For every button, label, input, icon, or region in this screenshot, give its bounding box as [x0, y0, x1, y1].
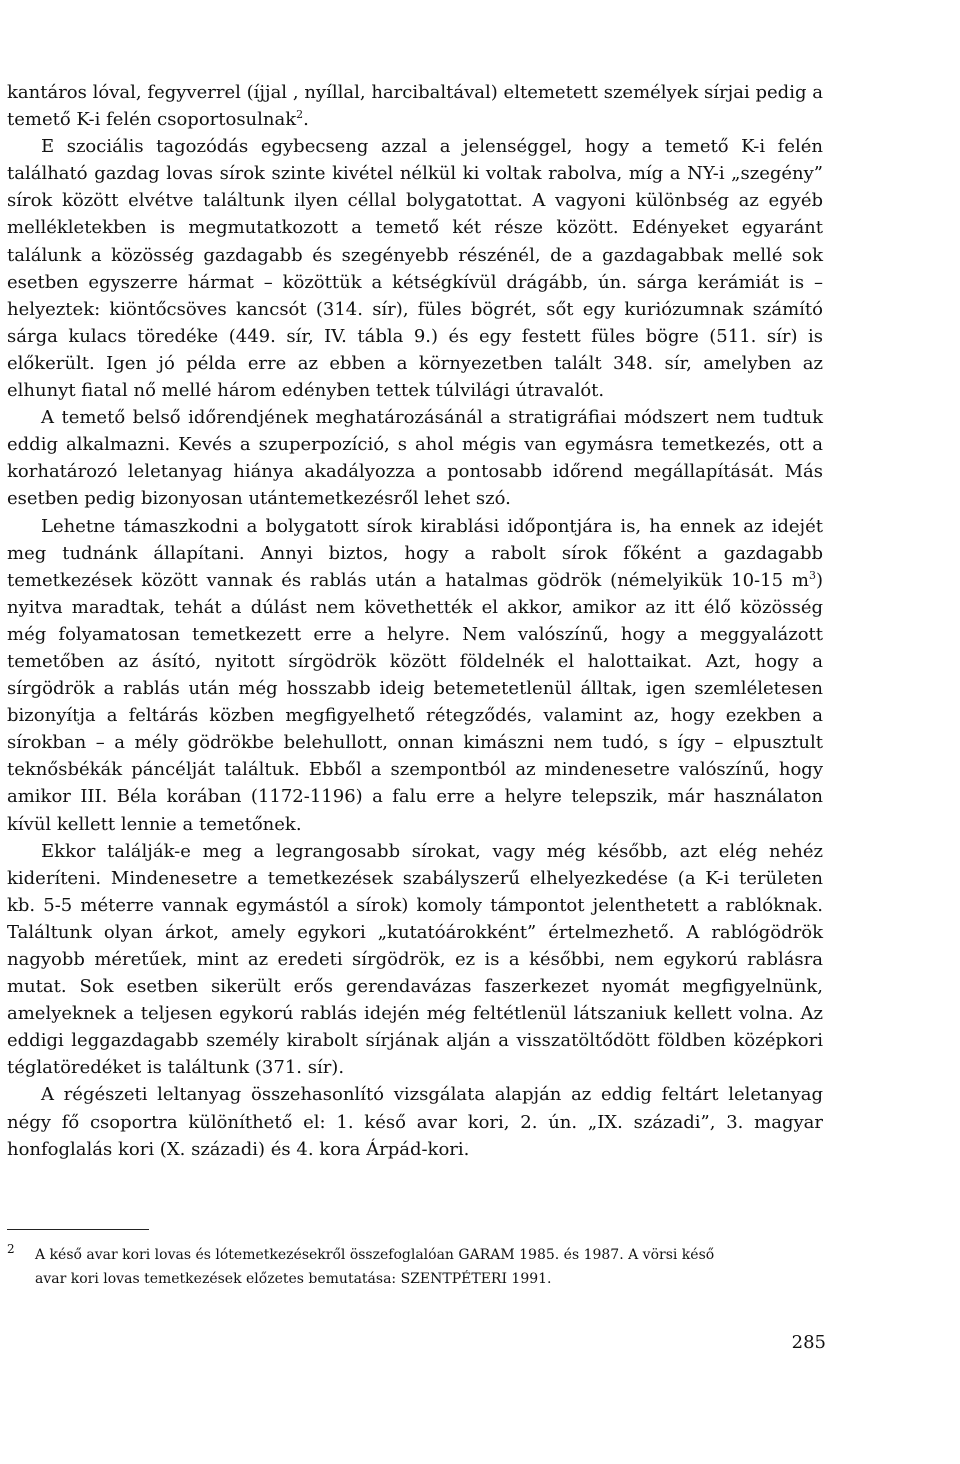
- paragraph-2: E szociális tagozódás egybecseng azzal a jelenséggel, hogy a temető K-i felén található gazdag lovas sírok szinte kivétel nélkül ki voltak rabolva, míg a NY-i „szegény” sírok között elvétve találtunk ilyen céllal bolygatottat. A vagyoni különbség az egyéb mellékletekben is megmutatkozott a temető két része között. Edényeket egyaránt találunk a közösség gazdagabb és szegényebb részénél, de a gazdagabbak mellé sok esetben egyszerre hármat – közöttük a kétségkívül drágább, ún. sárga kerámiát is – helyeztek: kiöntőcsöves kancsót (314. sír), füles bögrét, sőt egy kuriózumnak számító sárga kulacs töredéke (449. sír, IV. tábla 9.) és egy festett füles bögre (511. sír) is előkerült. Igen jó példa erre az ebben a környezetben talált 348. sír, amelyben az elhunyt fiatal nő mellé három edényben tettek túlvilági útravalót.: [7, 136, 823, 402]
- footnote-text-1: A késő avar kori lovas és lótemetkezésekről összefoglalóan GARAM 1985. és 1987. A vörsi késő: [35, 1247, 715, 1263]
- footnote-line-1: 2 A késő avar kori lovas és lótemetkezésekről összefoglalóan GARAM 1985. és 1987. A vörsi késő: [7, 1242, 715, 1263]
- paragraph-1-end: .: [303, 109, 309, 131]
- paragraph-4-rest: ) nyitva maradtak, tehát a dúlást nem követhették el akkor, amikor az itt élő közösség még folyamatosan temetkezett erre a helyre. Nem valószínű, hogy a meggyalázott temetőben az ásító, nyitott sírgödrök között földelnék el halottaikat. Azt, hogy a sírgödrök a rablás után még hosszabb ideig betemetetlenül álltak, igen szemléletesen bizonyítja a feltárás közben megfigyelhető rétegződés, valamint az, hogy ezekben a sírokban – a mély gödrökbe belehullott, onnan kimászni nem tudó, s így – elpusztult teknősbékák páncélját találtuk. Ebből a szempontból az mindenesetre valószínű, hogy amikor III. Béla korában (1172-1196) a falu erre a helyre telepszik, már használaton kívül kellett lennie a temetőnek.: [7, 569, 823, 835]
- paragraph-3: A temető belső időrendjének meghatározásánál a stratigráfiai módszert nem tudtuk eddig alkalmazni. Kevés a szuperpozíció, s ahol mégis van egymásra temetkezés, ott a korhatározó leletanyag hiánya akadályozza a pontosabb időrend megállapítását. Más esetben pedig bizonyosan utántemetkezésről lehet szó.: [7, 407, 823, 510]
- paragraph-1: [7, 79, 823, 133]
- body-text: [7, 79, 823, 1163]
- paragraph-6: A régészeti leltanyag összehasonlító vizsgálata alapján az eddig feltárt leletanyag négy fő csoportra különíthető el: 1. késő avar kori, 2. ún. „IX. századi”, 3. magyar honfoglalás kori (X. századi) és 4. kora Árpád-kori.: [7, 1084, 823, 1160]
- footnote-reference[interactable]: 2: [296, 108, 304, 122]
- superscript-exponent: 3: [808, 568, 816, 582]
- paragraph-1-text: kantáros lóval, fegyverrel (íjjal , nyíllal, harcibaltával) eltemetett személyek sírjai pedig a temető K-i felén csoportosulnak: [7, 82, 823, 131]
- footnote: [7, 1243, 823, 1291]
- paragraph-4-text: Lehetne támaszkodni a bolygatott sírok kirablási időpontjára is, ha ennek az idejét meg tudnánk állapítani. Annyi biztos, hogy a rabolt sírok főként a gazdagabb temetkezések között vannak és rablás után a hatalmas gödrök (némelyikük 10-15 m: [7, 515, 823, 591]
- paragraph-5: Ekkor találják-e meg a legrangosabb sírokat, vagy még később, azt elég nehéz kideríteni. Mindenesetre a temetkezések szabályszerű elhelyezkedése (a K-i területen kb. 5-5 méterre vannak egymástól a sírok) komoly támpontot jelenthetett a rablóknak. Találtunk olyan árkot, amely egykori „kutatóárokként” értelmezhető. A rablógödrök nagyobb méretűek, mint az eredeti sírgödrök, ez is a későbbi, nem egykorú rablásra mutat. Sok esetben sikerült erős gerendavázas faszerkezet nyomát megfigyelnünk, amelyeknek a teljesen egykorú rablás idején még feltétlenül látszaniuk kellett volna. Az eddigi leggazdagabb személy kirabolt sírjának alján a visszatöltődött földben középkori téglatöredéket is találtunk (371. sír).: [7, 840, 823, 1079]
- footnote-line-2: avar kori lovas temetkezések előzetes bemutatása: SZENTPÉTERI 1991.: [35, 1271, 552, 1287]
- paragraph-4: [7, 513, 823, 838]
- page-number: 285: [791, 1332, 826, 1353]
- footnote-divider: [7, 1229, 149, 1230]
